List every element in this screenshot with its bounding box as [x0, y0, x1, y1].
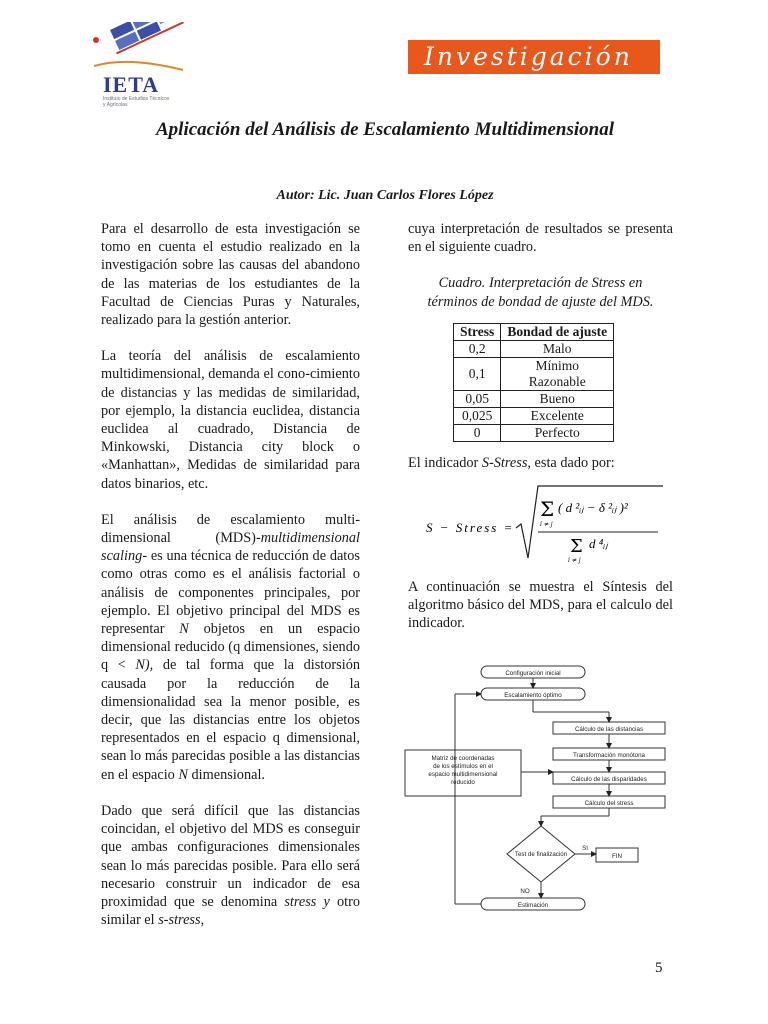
table-cell: 0,025: [454, 407, 501, 424]
left-column: [101, 220, 360, 929]
table-cell: Bueno: [501, 390, 614, 407]
table-cell: 0,05: [454, 390, 501, 407]
p4-term-stress: stress y: [284, 893, 330, 910]
formula-graphic: [408, 480, 673, 564]
p3-var-n2: N),: [135, 657, 154, 674]
paragraph-right-3: A continuación se muestra el Síntesis del algoritmo básico del MDS, para el calculo del indicador.: [408, 579, 673, 632]
paragraph-2: La teoría del análisis de escalamiento multidimensional, demanda el cono-cimiento de distancias y las medidas de similaridad, por ejemplo, la distancia euclidea, distancia euclidea al cuadrado, Distancia de Minkowski, Distancia city block o «Manhattan», Medidas de similaridad para datos binarios, etc.: [101, 348, 360, 492]
p3-text-e: objetos en un espacio dimensional reducido (q dimensiones, siendo q <: [101, 621, 360, 674]
table-row: [454, 357, 614, 390]
paragraph-1: Para el desarrollo de esta investigación se tomo en cuenta el estudio realizado en la investigación sobre las causas del abandono de las materias de los estudiantes de la Facultad de Ciencias Puras y Naturales, realizado para la gestión anterior.: [101, 221, 360, 329]
flow-text-matriz-4: reducido: [451, 779, 475, 786]
p4-text-a: Dado que será difícil que las distancias coincidan, el objetivo del MDS es conseguir que ambas configuraciones dimensionales sean lo más parecidas posible. Para ello será necesario construir un indicador de esa proximidad que se denomina: [101, 802, 360, 910]
denominator-expr: d ⁴ᵢⱼ: [589, 536, 608, 552]
table-cell: 0: [454, 424, 501, 441]
paragraph-4: [101, 802, 360, 929]
numerator-sum: Σ: [540, 497, 555, 522]
flow-text-matriz-3: espacio multidimensional: [428, 771, 498, 778]
logo-text: IETA: [103, 72, 160, 97]
p3-text-g: de tal forma que la distorsión causada por la reducción de la dimensionalidad sea la menor posible, es decir, que las distancias entre los objetos representados en el espacio q dimensional, sean lo más parecidas posible a las distancias en el espacio: [101, 657, 360, 783]
table-cell: 0,2: [454, 340, 501, 357]
flow-text-no: NO: [520, 888, 530, 895]
table-cell: Mínimo Razonable: [501, 357, 614, 390]
flow-text-stress: Cálculo del stress: [584, 800, 634, 807]
p3-var-n3: N: [178, 766, 188, 783]
table-header-bondad: Bondad de ajuste: [501, 323, 614, 340]
mds-flowchart: [403, 660, 679, 920]
paragraph-right-2: [408, 454, 673, 472]
flow-text-test: Test de finalización: [514, 851, 568, 858]
table-cell: Perfecto: [501, 424, 614, 441]
article-author: Autor: Lic. Juan Carlos Flores López: [276, 188, 494, 203]
table-cell: 0,1: [454, 357, 501, 390]
p2-term-sstress: S-Stress: [481, 454, 528, 471]
denominator-index: i ≠ j: [568, 557, 581, 565]
flow-text-matriz-2: de los estímulos en el: [433, 763, 493, 770]
article-title: Aplicación del Análisis de Escalamiento Multidimensional: [156, 119, 614, 140]
p2-text-a: El indicador: [408, 454, 482, 471]
p4-text-e: ,: [200, 912, 205, 929]
flow-text-si: SI: [582, 845, 588, 852]
p3-var-n: N: [179, 621, 189, 638]
denominator-sum: Σ: [570, 536, 583, 558]
stress-table: [453, 323, 614, 442]
page-number: 5: [655, 960, 663, 976]
p4-text-c: otro similar el: [101, 893, 360, 929]
table-row: [454, 424, 614, 441]
formula-lhs: S − Stress =: [426, 520, 515, 536]
flow-text-transformacion: Transformación monótona: [573, 752, 645, 759]
table-caption: Cuadro. Interpretación de Stress en términos de bondad de ajuste del MDS.: [427, 275, 654, 310]
flow-text-config: Configuración inicial: [505, 670, 561, 677]
logo-subtitle: Instituto de Estudios Técnicos y Agrícolas: [103, 96, 170, 108]
flow-text-estimacion: Estimación: [517, 902, 549, 909]
paragraph-right-1: cuya interpretación de resultados se presenta en el siguiente cuadro.: [408, 221, 673, 256]
p4-term-sstress: s-stress: [158, 912, 201, 929]
flow-text-matriz-1: Matriz de coordenadas: [431, 755, 495, 762]
p3-text-i: dimensional.: [187, 766, 265, 783]
table-cell: Malo: [501, 340, 614, 357]
table-row: [454, 340, 614, 357]
right-column: [408, 220, 673, 633]
flow-text-disparidades: Cálculo de las disparidades: [571, 776, 647, 783]
p3-term-mds: multidimensional scaling: [101, 530, 360, 565]
table-header-stress: Stress: [454, 323, 501, 340]
table-cell: Excelente: [501, 407, 614, 424]
p2-text-c: , esta dado por:: [527, 454, 615, 471]
flow-text-distancias: Cálculo de las distancias: [574, 726, 644, 733]
s-stress-formula: [408, 480, 673, 564]
numerator-expr: ( d ²ᵢⱼ − δ ²ᵢⱼ )²: [558, 500, 628, 516]
table-row: [454, 390, 614, 407]
paragraph-3: [101, 511, 360, 784]
flow-text-fin: FIN: [612, 853, 622, 860]
table-row: [454, 407, 614, 424]
flow-text-escalamiento: Escalamiento óptimo: [504, 692, 562, 699]
section-label: Investigación: [424, 42, 633, 71]
p3-text-c: - es una técnica de reducción de datos como otras como es el análisis factorial o análisis de componentes principales, por ejemplo. El objetivo principal del MDS es representar: [101, 548, 360, 638]
numerator-index: i ≠ j: [540, 521, 553, 529]
p3-text-a: El análisis de escalamiento multi-dimensional (MDS)-: [101, 511, 360, 547]
